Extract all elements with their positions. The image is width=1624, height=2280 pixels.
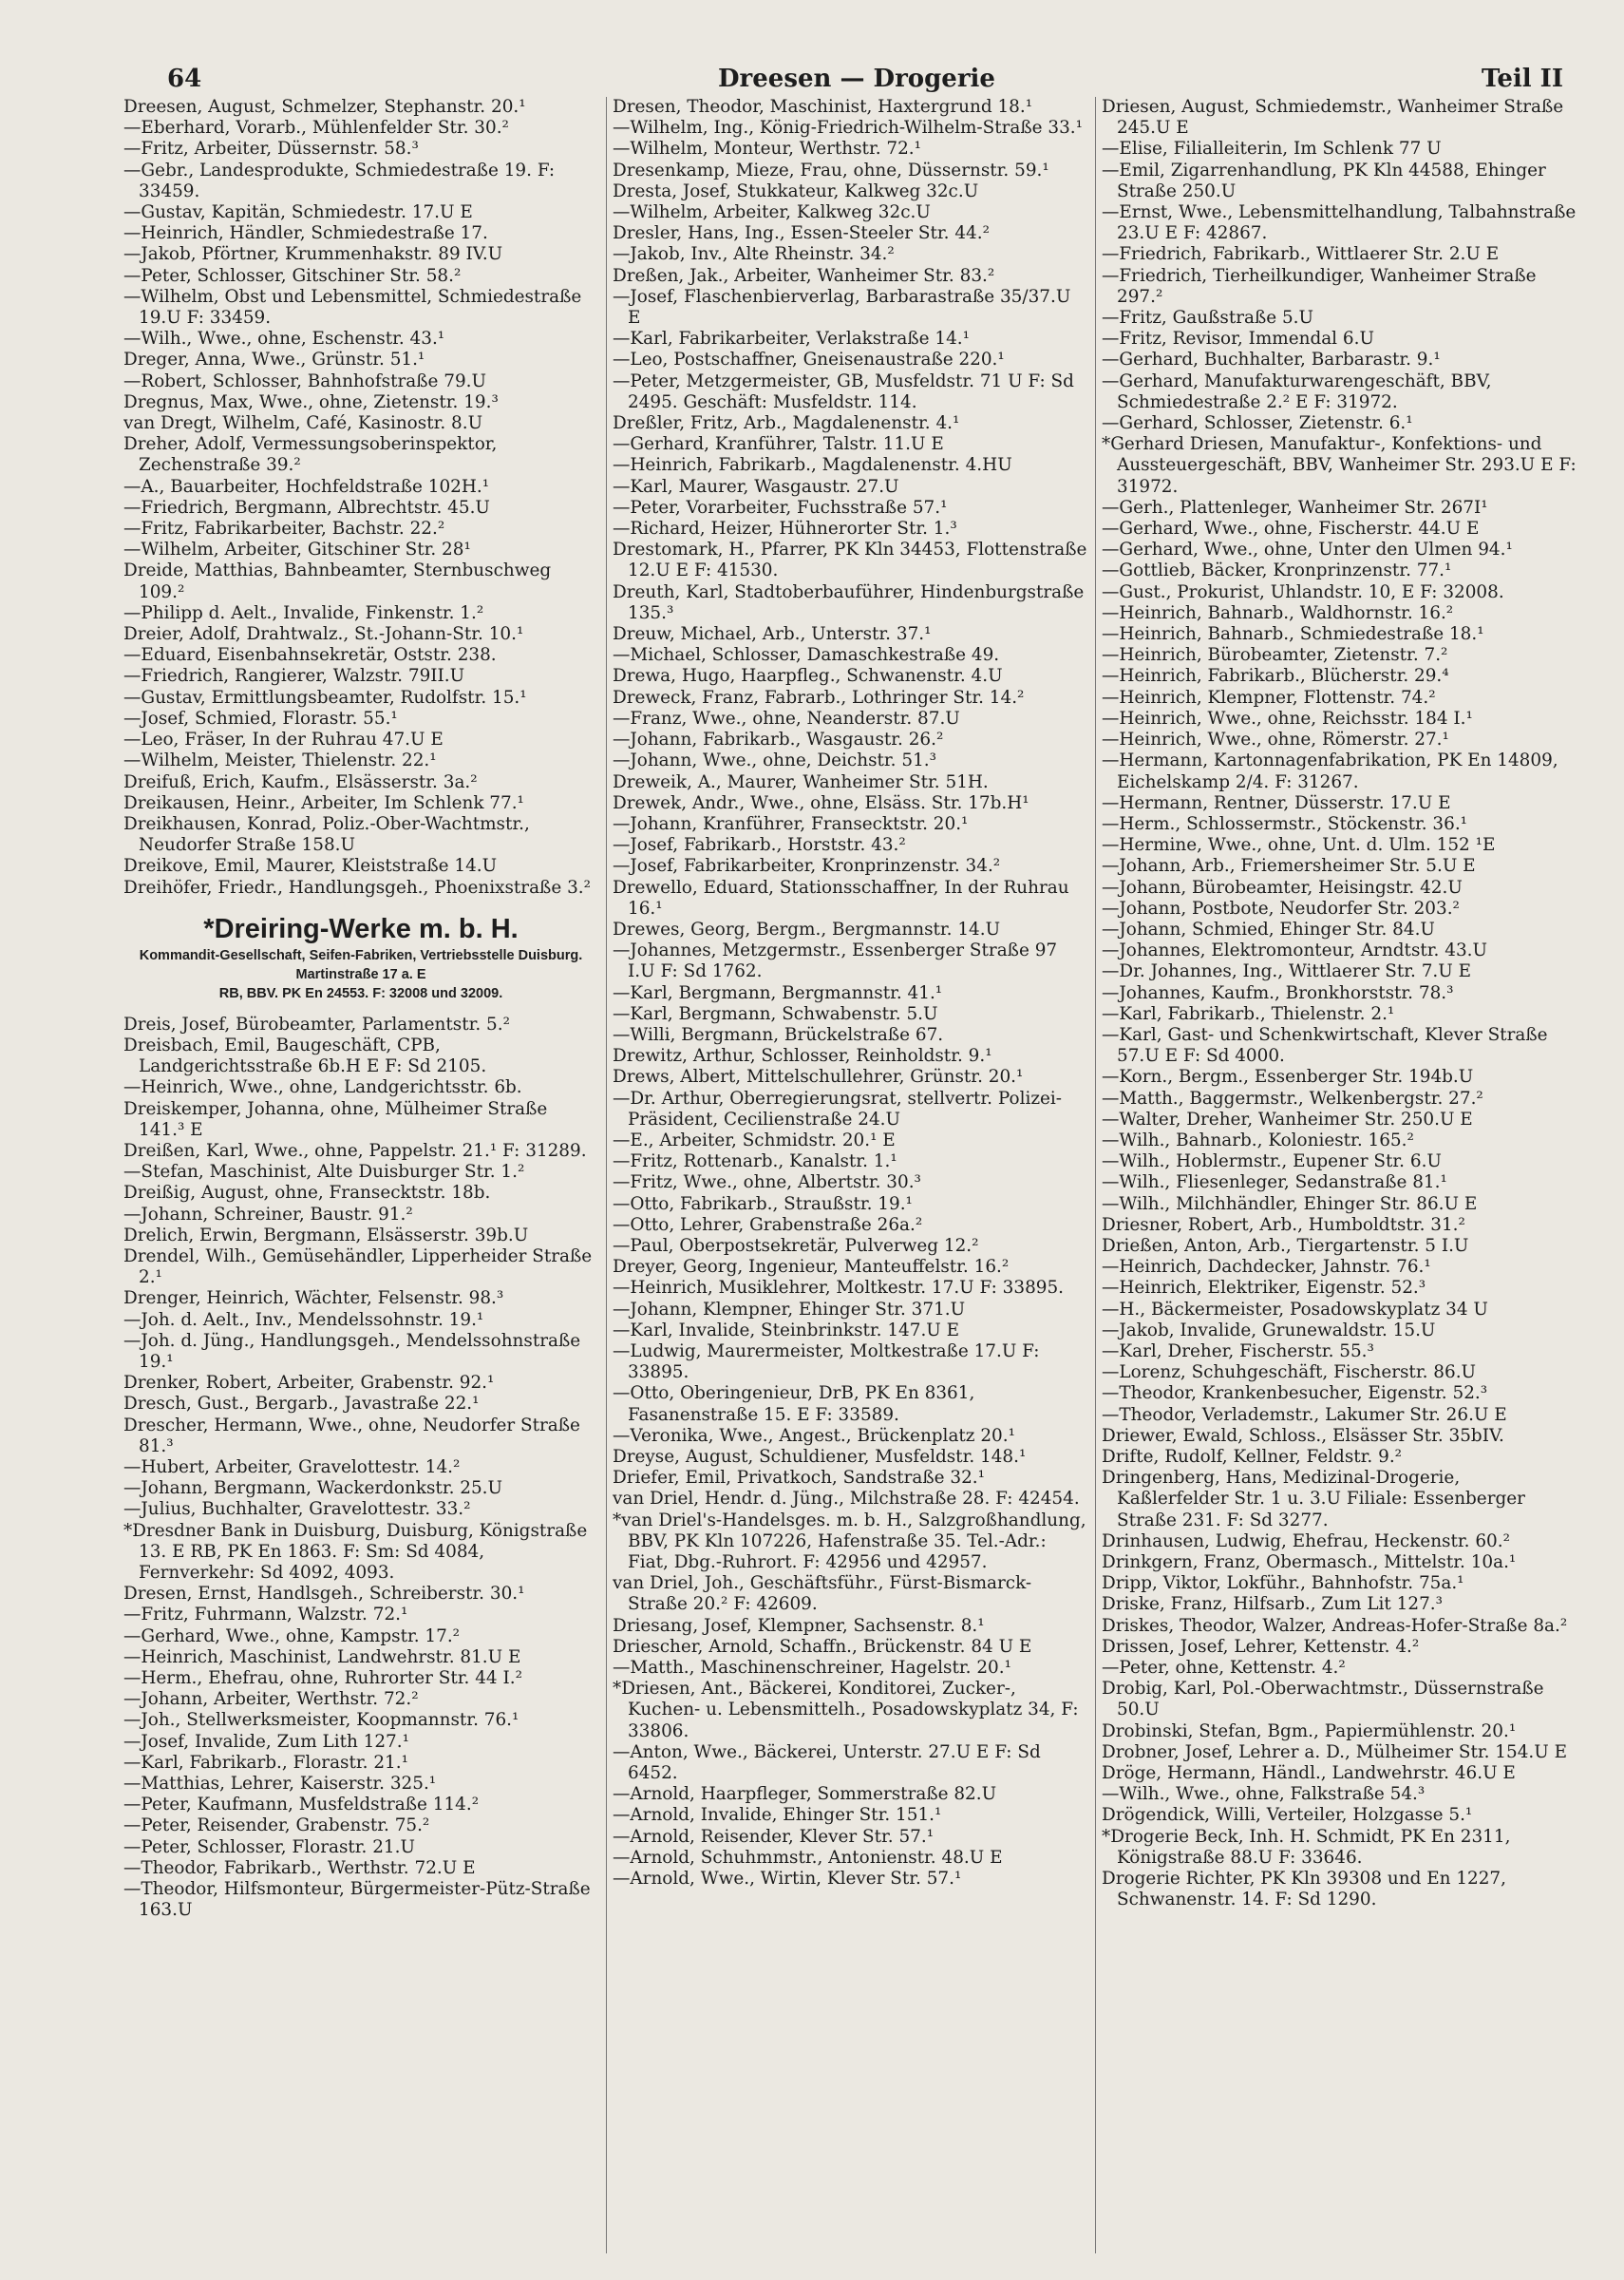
directory-entry: —Heinrich, Händler, Schmiedestraße 17. bbox=[123, 223, 488, 244]
directory-entry: —Josef, Flaschenbierverlag, Barbarastraße 35/37.U E bbox=[613, 286, 1071, 329]
directory-entry: —Paul, Oberpostsekretär, Pulverweg 12.² bbox=[613, 1235, 979, 1256]
directory-entry: —Josef, Fabrikarb., Horststr. 43.² bbox=[613, 835, 906, 856]
directory-entry: van Dregt, Wilhelm, Café, Kasinostr. 8.U bbox=[123, 413, 483, 434]
directory-entry: —Ludwig, Maurermeister, Moltkestraße 17.U F: 33895. bbox=[613, 1340, 1040, 1383]
running-title: Dreesen — Drogerie bbox=[718, 65, 995, 93]
directory-entry: —Peter, Schlosser, Florastr. 21.U bbox=[123, 1836, 415, 1857]
directory-entry: Dreikausen, Heinr., Arbeiter, Im Schlenk 77.¹ bbox=[123, 792, 524, 813]
directory-entry: —Hermann, Kartonnagenfabrikation, PK En 14809, Eichelskamp 2/4. F: 31267. bbox=[1102, 750, 1558, 792]
entry-list bbox=[613, 97, 1087, 1890]
directory-entry: —Wilh., Wwe., ohne, Falkstraße 54.³ bbox=[1102, 1784, 1426, 1805]
directory-entry: —A., Bauarbeiter, Hochfeldstraße 102H.¹ bbox=[123, 476, 490, 497]
directory-entry: —Gerhard, Schlosser, Zietenstr. 6.¹ bbox=[1102, 413, 1413, 434]
directory-entry: —Robert, Schlosser, Bahnhofstraße 79.U bbox=[123, 370, 486, 391]
section-label: Teil II bbox=[1481, 65, 1563, 93]
directory-entry: Dringenberg, Hans, Medizinal-Drogerie, Kaßlerfelder Str. 1 u. 3.U Filiale: Essenberger Straße 231. F: Sd 3277. bbox=[1102, 1468, 1525, 1530]
directory-entry: —Heinrich, Wwe., ohne, Landgerichtsstr. 6b. bbox=[123, 1077, 522, 1098]
directory-entry: —Fritz, Gaußstraße 5.U bbox=[1102, 308, 1314, 329]
directory-entry: —Johann, Kranführer, Fransecktstr. 20.¹ bbox=[613, 813, 969, 834]
directory-entry: —Wilh., Hoblermstr., Eupener Str. 6.U bbox=[1102, 1151, 1442, 1172]
directory-entry: —Johannes, Elektromonteur, Arndtstr. 43.U bbox=[1102, 940, 1487, 961]
directory-entry: —Karl, Maurer, Wasgaustr. 27.U bbox=[613, 476, 899, 497]
directory-entry: Driefer, Emil, Privatkoch, Sandstraße 32.¹ bbox=[613, 1468, 986, 1489]
directory-entry: —Wilh., Milchhändler, Ehinger Str. 86.U E bbox=[1102, 1193, 1478, 1214]
directory-entry: —Fritz, Arbeiter, Düssernstr. 58.³ bbox=[123, 139, 419, 160]
directory-entry: —Gerhard, Kranführer, Talstr. 11.U E bbox=[613, 434, 944, 455]
directory-entry: Dreweck, Franz, Fabrarb., Lothringer Str. 14.² bbox=[613, 687, 1025, 708]
directory-entry: —Theodor, Hilfsmonteur, Bürgermeister-Pütz-Straße 163.U bbox=[123, 1879, 591, 1921]
directory-entry: Driescher, Arnold, Schaffn., Brückenstr. 84 U E bbox=[613, 1636, 1032, 1657]
directory-entry: Drendel, Wilh., Gemüsehändler, Lipperheider Straße 2.¹ bbox=[123, 1245, 593, 1288]
directory-entry: —Otto, Oberingenieur, DrB, PK En 8361, Fasanenstraße 15. E F: 33589. bbox=[613, 1383, 975, 1425]
column-divider bbox=[1095, 97, 1096, 2253]
directory-entry: —Peter, ohne, Kettenstr. 4.² bbox=[1102, 1658, 1346, 1679]
company-advertisement bbox=[123, 912, 598, 1003]
column-1 bbox=[123, 97, 598, 2272]
directory-entry: Dreihöfer, Friedr., Handlungsgeh., Phoenixstraße 3.² bbox=[123, 877, 591, 898]
directory-entry: —Johann, Arbeiter, Werthstr. 72.² bbox=[123, 1689, 419, 1710]
directory-entry: Drinhausen, Ludwig, Ehefrau, Heckenstr. 60.² bbox=[1102, 1530, 1510, 1551]
directory-entry: —Friedrich, Fabrikarb., Wittlaerer Str. 2.U E bbox=[1102, 244, 1500, 265]
directory-entry: —Johann, Schreiner, Baustr. 91.² bbox=[123, 1204, 413, 1225]
directory-entry: —Leo, Fräser, In der Ruhrau 47.U E bbox=[123, 730, 444, 750]
directory-entry: —Karl, Fabrikarbeiter, Verlakstraße 14.¹ bbox=[613, 329, 971, 350]
directory-entry: Dreikove, Emil, Maurer, Kleiststraße 14.U bbox=[123, 856, 498, 877]
directory-entry: —Gebr., Landesprodukte, Schmiedestraße 19. F: 33459. bbox=[123, 160, 556, 201]
directory-entry: —Peter, Vorarbeiter, Fuchsstraße 57.¹ bbox=[613, 497, 948, 518]
directory-entry: Dresen, Theodor, Maschinist, Haxtergrund 18.¹ bbox=[613, 97, 1033, 117]
directory-entry: —Wilhelm, Monteur, Werthstr. 72.¹ bbox=[613, 139, 922, 160]
page-number: 64 bbox=[167, 65, 202, 93]
directory-entry: —Veronika, Wwe., Angest., Brückenplatz 20.¹ bbox=[613, 1425, 1015, 1446]
directory-entry: —Fritz, Revisor, Immendal 6.U bbox=[1102, 329, 1374, 350]
directory-entry: Driske, Franz, Hilfsarb., Zum Lit 127.³ bbox=[1102, 1594, 1443, 1615]
directory-entry: —Leo, Postschaffner, Gneisenaustraße 220.¹ bbox=[613, 350, 1005, 370]
directory-entry: —Gerhard, Wwe., ohne, Kampstr. 17.² bbox=[123, 1625, 461, 1646]
directory-entry: —Peter, Reisender, Grabenstr. 75.² bbox=[123, 1815, 430, 1836]
directory-entry: —Walter, Dreher, Wanheimer Str. 250.U E bbox=[1102, 1109, 1473, 1130]
directory-entry: —Karl, Gast- und Schenkwirtschaft, Klever Straße 57.U E F: Sd 4000. bbox=[1102, 1024, 1548, 1067]
directory-entry: Dreisbach, Emil, Baugeschäft, CPB, Landgerichtsstraße 6b.H E F: Sd 2105. bbox=[123, 1035, 487, 1077]
directory-entry: Drewa, Hugo, Haarpfleg., Schwanenstr. 4.U bbox=[613, 666, 1003, 687]
directory-entry: —Johann, Klempner, Ehinger Str. 371.U bbox=[613, 1299, 966, 1320]
directory-entry: —Franz, Wwe., ohne, Neanderstr. 87.U bbox=[613, 708, 960, 729]
directory-entry: —Arnold, Reisender, Klever Str. 57.¹ bbox=[613, 1826, 935, 1847]
directory-entry: —Wilh., Wwe., ohne, Eschenstr. 43.¹ bbox=[123, 329, 445, 350]
directory-entry: —Peter, Kaufmann, Musfeldstraße 114.² bbox=[123, 1795, 480, 1815]
directory-entry: —Gust., Prokurist, Uhlandstr. 10, E F: 32008. bbox=[1102, 581, 1504, 602]
directory-entry: —Theodor, Verlademstr., Lakumer Str. 26.U E bbox=[1102, 1404, 1507, 1425]
directory-entry: —Matth., Maschinenschreiner, Hagelstr. 20.¹ bbox=[613, 1658, 1011, 1679]
directory-entry: —Hermann, Rentner, Düsserstr. 17.U E bbox=[1102, 792, 1451, 813]
directory-entry: —Matth., Baggermstr., Welkenbergstr. 27.² bbox=[1102, 1088, 1483, 1109]
directory-entry: —Theodor, Fabrikarb., Werthstr. 72.U E bbox=[123, 1857, 476, 1878]
directory-entry: *Drogerie Beck, Inh. H. Schmidt, PK En 2311, Königstraße 88.U F: 33646. bbox=[1102, 1826, 1511, 1868]
directory-entry: Drogerie Richter, PK Kln 39308 und En 1227, Schwanenstr. 14. F: Sd 1290. bbox=[1102, 1869, 1506, 1910]
directory-entry: Drobner, Josef, Lehrer a. D., Mülheimer Str. 154.U E bbox=[1102, 1741, 1568, 1762]
directory-entry: Drewitz, Arthur, Schlosser, Reinholdstr. 9.¹ bbox=[613, 1046, 992, 1067]
directory-entry: Dreyer, Georg, Ingenieur, Manteuffelstr. 16.² bbox=[613, 1257, 1010, 1278]
directory-entry: —Karl, Invalide, Steinbrinkstr. 147.U E bbox=[613, 1320, 960, 1340]
directory-entry: —Heinrich, Bahnarb., Schmiedestraße 18.¹ bbox=[1102, 624, 1484, 645]
directory-entry: —Anton, Wwe., Bäckerei, Unterstr. 27.U E F: Sd 6452. bbox=[613, 1741, 1041, 1784]
directory-entry: —Eduard, Eisenbahnsekretär, Oststr. 238. bbox=[123, 645, 497, 666]
directory-entry: Dreißig, August, ohne, Fransecktstr. 18b. bbox=[123, 1183, 491, 1204]
directory-entry: *van Driel's-Handelsges. m. b. H., Salzgroßhandlung, BBV, PK Kln 107226, Hafenstraße 35. Tel.-Adr.: Fiat, Dbg.-Ruhrort. F: 42956 und 42957. bbox=[613, 1510, 1086, 1573]
column-3 bbox=[1102, 97, 1577, 2272]
directory-entry: *Driesen, Ant., Bäckerei, Konditorei, Zucker-, Kuchen- u. Lebensmittelh., Posadowskyplatz 34, F: 33806. bbox=[613, 1679, 1079, 1741]
directory-entry: —Arnold, Wwe., Wirtin, Klever Str. 57.¹ bbox=[613, 1869, 962, 1890]
directory-entry: Dresler, Hans, Ing., Essen-Steeler Str. 44.² bbox=[613, 223, 990, 244]
directory-entry: —Theodor, Krankenbesucher, Eigenstr. 52.³ bbox=[1102, 1383, 1488, 1404]
directory-entry: Drifte, Rudolf, Kellner, Feldstr. 9.² bbox=[1102, 1447, 1403, 1467]
directory-entry: —Jakob, Inv., Alte Rheinstr. 34.² bbox=[613, 244, 895, 265]
directory-entry: Dresen, Ernst, Handlsgeh., Schreiberstr. 30.¹ bbox=[123, 1584, 525, 1605]
directory-entry: van Driel, Joh., Geschäftsführ., Fürst-Bismarck-Straße 20.² F: 42609. bbox=[613, 1573, 1032, 1615]
directory-entry: —Karl, Fabrikarb., Thielenstr. 2.¹ bbox=[1102, 1003, 1395, 1024]
directory-entry: —Gustav, Kapitän, Schmiedestr. 17.U E bbox=[123, 202, 473, 223]
directory-entry: —Emil, Zigarrenhandlung, PK Kln 44588, Ehinger Straße 250.U bbox=[1102, 160, 1546, 201]
column-2 bbox=[613, 97, 1087, 2272]
directory-entry: —Wilhelm, Obst und Lebensmittel, Schmiedestraße 19.U F: 33459. bbox=[123, 286, 582, 329]
directory-entry: —Otto, Fabrikarb., Straußstr. 19.¹ bbox=[613, 1193, 913, 1214]
directory-entry: Dresenkamp, Mieze, Frau, ohne, Düssernstr. 59.¹ bbox=[613, 160, 1049, 180]
directory-entry: —Lorenz, Schuhgeschäft, Fischerstr. 86.U bbox=[1102, 1362, 1477, 1383]
directory-entry: —Johann, Postbote, Neudorfer Str. 203.² bbox=[1102, 898, 1460, 919]
directory-entry: —Johann, Fabrikarb., Wasgaustr. 26.² bbox=[613, 730, 944, 750]
directory-entry: —Fritz, Fuhrmann, Walzstr. 72.¹ bbox=[123, 1605, 408, 1625]
directory-entry: —Fritz, Rottenarb., Kanalstr. 1.¹ bbox=[613, 1151, 897, 1172]
directory-entry: —Willi, Bergmann, Brückelstraße 67. bbox=[613, 1024, 944, 1045]
directory-entry: Drewek, Andr., Wwe., ohne, Elsäss. Str. 17b.H¹ bbox=[613, 792, 1029, 813]
directory-entry: Dröge, Hermann, Händl., Landwehrstr. 46.U E bbox=[1102, 1763, 1516, 1784]
directory-entry: Dreesen, August, Schmelzer, Stephanstr. 20.¹ bbox=[123, 97, 526, 117]
directory-entry: Drenger, Heinrich, Wächter, Felsenstr. 98.³ bbox=[123, 1288, 504, 1309]
directory-entry: —Wilhelm, Ing., König-Friedrich-Wilhelm-Straße 33.¹ bbox=[613, 118, 1084, 139]
directory-entry: Drescher, Hermann, Wwe., ohne, Neudorfer Straße 81.³ bbox=[123, 1415, 580, 1456]
directory-entry: Dreuw, Michael, Arb., Unterstr. 37.¹ bbox=[613, 624, 932, 645]
directory-entry: —Heinrich, Klempner, Flottenstr. 74.² bbox=[1102, 687, 1436, 708]
directory-entry: Dreifuß, Erich, Kaufm., Elsässerstr. 3a.² bbox=[123, 771, 478, 792]
directory-entry: Drobinski, Stefan, Bgm., Papiermühlenstr. 20.¹ bbox=[1102, 1720, 1517, 1741]
directory-entry: —Heinrich, Fabrikarb., Magdalenenstr. 4.HU bbox=[613, 455, 1012, 476]
directory-entry: —Friedrich, Rangierer, Walzstr. 79II.U bbox=[123, 666, 465, 687]
directory-entry: —Eberhard, Vorarb., Mühlenfelder Str. 30.² bbox=[123, 118, 509, 139]
directory-entry: —Gerhard, Wwe., ohne, Unter den Ulmen 94.¹ bbox=[1102, 540, 1513, 560]
directory-entry: Dreyse, August, Schuldiener, Musfeldstr. 148.¹ bbox=[613, 1447, 1027, 1467]
directory-entry: —Johannes, Metzgermstr., Essenberger Straße 97 I.U F: Sd 1762. bbox=[613, 940, 1058, 982]
ad-title: *Dreiring-Werke m. b. H. bbox=[203, 913, 519, 944]
directory-entry: —Dr. Arthur, Oberregierungsrat, stellvertr. Polizei-Präsident, Cecilienstraße 24.U bbox=[613, 1088, 1062, 1130]
directory-entry: Drenker, Robert, Arbeiter, Grabenstr. 92.¹ bbox=[123, 1373, 495, 1394]
directory-entry: —Josef, Schmied, Florastr. 55.¹ bbox=[123, 708, 398, 729]
directory-entry: —Arnold, Schuhmmstr., Antonienstr. 48.U E bbox=[613, 1847, 1003, 1868]
directory-entry: —Johann, Schmied, Ehinger Str. 84.U bbox=[1102, 919, 1435, 940]
directory-entry: —Karl, Bergmann, Bergmannstr. 41.¹ bbox=[613, 982, 943, 1003]
directory-entry: —Wilh., Bahnarb., Koloniestr. 165.² bbox=[1102, 1130, 1414, 1150]
directory-entry: Dreier, Adolf, Drahtwalz., St.-Johann-Str. 10.¹ bbox=[123, 624, 524, 645]
directory-entry: —Dr. Johannes, Ing., Wittlaerer Str. 7.U E bbox=[1102, 961, 1472, 982]
directory-entry: Drelich, Erwin, Bergmann, Elsässerstr. 39b.U bbox=[123, 1225, 529, 1245]
directory-entry: —Heinrich, Wwe., ohne, Römerstr. 27.¹ bbox=[1102, 730, 1449, 750]
directory-entry: Dreide, Matthias, Bahnbeamter, Sternbuschweg 109.² bbox=[123, 560, 552, 602]
directory-entry: Dregnus, Max, Wwe., ohne, Zietenstr. 19.³ bbox=[123, 391, 499, 412]
directory-entry: —H., Bäckermeister, Posadowskyplatz 34 U bbox=[1102, 1299, 1488, 1320]
directory-entry: —Heinrich, Maschinist, Landwehrstr. 81.U E bbox=[123, 1646, 521, 1667]
directory-entry: Driesner, Robert, Arb., Humboldtstr. 31.² bbox=[1102, 1214, 1465, 1235]
directory-entry: —Gerhard, Manufakturwarengeschäft, BBV, Schmiedestraße 2.² E F: 31972. bbox=[1102, 370, 1492, 412]
directory-entry: Drießen, Anton, Arb., Tiergartenstr. 5 I.U bbox=[1102, 1235, 1469, 1256]
directory-entry: Dreikhausen, Konrad, Poliz.-Ober-Wachtmstr., Neudorfer Straße 158.U bbox=[123, 813, 530, 856]
directory-entry: Dresta, Josef, Stukkateur, Kalkweg 32c.U bbox=[613, 180, 979, 201]
directory-entry: —Josef, Invalide, Zum Lith 127.¹ bbox=[123, 1731, 409, 1752]
directory-entry: —Friedrich, Bergmann, Albrechtstr. 45.U bbox=[123, 497, 490, 518]
directory-entry: Dreger, Anna, Wwe., Grünstr. 51.¹ bbox=[123, 350, 425, 370]
directory-entry: —Johann, Wwe., ohne, Deichstr. 51.³ bbox=[613, 750, 936, 771]
directory-entry: —Gerh., Plattenleger, Wanheimer Str. 267I¹ bbox=[1102, 497, 1488, 518]
column-divider bbox=[606, 97, 607, 2253]
directory-entry: Driewer, Ewald, Schloss., Elsässer Str. 35bIV. bbox=[1102, 1425, 1504, 1446]
directory-entry: —Wilhelm, Arbeiter, Kalkweg 32c.U bbox=[613, 202, 931, 223]
directory-entry: —Karl, Fabrikarb., Florastr. 21.¹ bbox=[123, 1752, 408, 1773]
directory-entry: —Otto, Lehrer, Grabenstraße 26a.² bbox=[613, 1214, 923, 1235]
directory-entry: —Johann, Bürobeamter, Heisingstr. 42.U bbox=[1102, 877, 1463, 898]
directory-entry: Drögendick, Willi, Verteiler, Holzgasse 5.¹ bbox=[1102, 1805, 1473, 1826]
directory-entry: Drinkgern, Franz, Obermasch., Mittelstr. 10a.¹ bbox=[1102, 1552, 1517, 1573]
directory-entry: —Peter, Metzgermeister, GB, Musfeldstr. 71 U F: Sd 2495. Geschäft: Musfeldstr. 114. bbox=[613, 370, 1074, 412]
directory-entry: —Heinrich, Musiklehrer, Moltkestr. 17.U F: 33895. bbox=[613, 1278, 1065, 1299]
directory-entry: —Johann, Arb., Friemersheimer Str. 5.U E bbox=[1102, 856, 1476, 877]
directory-entry: —Heinrich, Dachdecker, Jahnstr. 76.¹ bbox=[1102, 1257, 1431, 1278]
directory-entry: —Gottlieb, Bäcker, Kronprinzenstr. 77.¹ bbox=[1102, 560, 1452, 581]
directory-entry: Drissen, Josef, Lehrer, Kettenstr. 4.² bbox=[1102, 1636, 1420, 1657]
directory-entry: —Fritz, Wwe., ohne, Albertstr. 30.³ bbox=[613, 1172, 921, 1193]
directory-entry: —Ernst, Wwe., Lebensmittelhandlung, Talbahnstraße 23.U E F: 42867. bbox=[1102, 202, 1577, 244]
directory-entry: —Matthias, Lehrer, Kaiserstr. 325.¹ bbox=[123, 1774, 437, 1795]
entry-list bbox=[1102, 97, 1577, 1910]
directory-entry: —Wilhelm, Arbeiter, Gitschiner Str. 28¹ bbox=[123, 540, 471, 560]
directory-entry: Drewello, Eduard, Stationsschaffner, In der Ruhrau 16.¹ bbox=[613, 877, 1069, 919]
directory-entry: Drewes, Georg, Bergm., Bergmannstr. 14.U bbox=[613, 919, 1001, 940]
directory-entry: Driesen, August, Schmiedemstr., Wanheimer Straße 245.U E bbox=[1102, 97, 1564, 139]
directory-entry: Dreweik, A., Maurer, Wanheimer Str. 51H. bbox=[613, 771, 989, 792]
directory-entry: *Gerhard Driesen, Manufaktur-, Konfektions- und Aussteuergeschäft, BBV, Wanheimer Str. 293.U E F: 31972. bbox=[1102, 434, 1577, 497]
directory-entry: Dreuth, Karl, Stadtoberbauführer, Hindenburgstraße 135.³ bbox=[613, 581, 1085, 623]
directory-entry: —E., Arbeiter, Schmidstr. 20.¹ E bbox=[613, 1130, 896, 1150]
directory-entry: Drestomark, H., Pfarrer, PK Kln 34453, Flottenstraße 12.U E F: 41530. bbox=[613, 540, 1087, 581]
directory-entry: Dreißen, Karl, Wwe., ohne, Pappelstr. 21.¹ F: 31289. bbox=[123, 1140, 587, 1161]
directory-entry: —Wilhelm, Meister, Thielenstr. 22.¹ bbox=[123, 750, 437, 771]
directory-entry: —Johann, Bergmann, Wackerdonkstr. 25.U bbox=[123, 1478, 503, 1499]
directory-entry: —Herm., Ehefrau, ohne, Ruhrorter Str. 44 I.² bbox=[123, 1668, 522, 1689]
directory-entry: —Korn., Bergm., Essenberger Str. 194b.U bbox=[1102, 1067, 1474, 1088]
directory-entry: —Gerhard, Wwe., ohne, Fischerstr. 44.U E bbox=[1102, 519, 1480, 540]
directory-entry: —Johannes, Kaufm., Bronkhorststr. 78.³ bbox=[1102, 982, 1454, 1003]
ad-line: RB, BBV. PK En 24553. F: 32008 und 32009. bbox=[218, 985, 503, 1001]
directory-entry: —Herm., Schlossermstr., Stöckenstr. 36.¹ bbox=[1102, 813, 1468, 834]
directory-entry: —Jakob, Pförtner, Krummenhakstr. 89 IV.U bbox=[123, 244, 503, 265]
ad-line: Kommandit-Gesellschaft, Seifen-Fabriken, Vertriebsstelle Duisburg. Martinstraße 17 a. E bbox=[139, 947, 583, 982]
directory-entry: Driesang, Josef, Klempner, Sachsenstr. 8.¹ bbox=[613, 1615, 985, 1636]
directory-entry: —Heinrich, Fabrikarb., Blücherstr. 29.⁴ bbox=[1102, 666, 1449, 687]
directory-entry: —Stefan, Maschinist, Alte Duisburger Str. 1.² bbox=[123, 1162, 525, 1183]
entry-list bbox=[123, 97, 598, 899]
directory-entry: Dreher, Adolf, Vermessungsoberinspektor, Zechenstraße 39.² bbox=[123, 434, 498, 476]
page-header bbox=[167, 65, 1563, 97]
directory-entry: —Joh. d. Jüng., Handlungsgeh., Mendelssohnstraße 19.¹ bbox=[123, 1330, 581, 1372]
directory-entry: —Heinrich, Wwe., ohne, Reichsstr. 184 I.¹ bbox=[1102, 708, 1473, 729]
directory-entry: —Fritz, Fabrikarbeiter, Bachstr. 22.² bbox=[123, 519, 445, 540]
directory-entry: —Gustav, Ermittlungsbeamter, Rudolfstr. 15.¹ bbox=[123, 687, 527, 708]
directory-entry: —Karl, Dreher, Fischerstr. 55.³ bbox=[1102, 1340, 1374, 1361]
directory-entry: Dripp, Viktor, Lokführ., Bahnhofstr. 75a.¹ bbox=[1102, 1573, 1464, 1594]
directory-entry: —Karl, Bergmann, Schwabenstr. 5.U bbox=[613, 1003, 938, 1024]
directory-entry: —Gerhard, Buchhalter, Barbarastr. 9.¹ bbox=[1102, 350, 1441, 370]
directory-entry: Drobig, Karl, Pol.-Oberwachtmstr., Düssernstraße 50.U bbox=[1102, 1679, 1544, 1720]
entry-list bbox=[123, 1015, 598, 1922]
directory-entry: —Philipp d. Aelt., Invalide, Finkenstr. 1.² bbox=[123, 602, 484, 623]
directory-entry: Dreiskemper, Johanna, ohne, Mülheimer Straße 141.³ E bbox=[123, 1098, 548, 1140]
directory-entry: —Joh. d. Aelt., Inv., Mendelssohnstr. 19.¹ bbox=[123, 1309, 484, 1330]
directory-entry: —Hermine, Wwe., ohne, Unt. d. Ulm. 152 ¹E bbox=[1102, 835, 1496, 856]
directory-entry: —Friedrich, Tierheilkundiger, Wanheimer Straße 297.² bbox=[1102, 265, 1537, 307]
directory-entry: —Elise, Filialleiterin, Im Schlenk 77 U bbox=[1102, 139, 1442, 160]
directory-entry: —Hubert, Arbeiter, Gravelottestr. 14.² bbox=[123, 1456, 461, 1477]
directory-entry: —Richard, Heizer, Hühnerorter Str. 1.³ bbox=[613, 519, 957, 540]
directory-entry: —Peter, Schlosser, Gitschiner Str. 58.² bbox=[123, 265, 462, 286]
directory-entry: —Heinrich, Elektriker, Eigenstr. 52.³ bbox=[1102, 1278, 1426, 1299]
directory-entry: —Arnold, Invalide, Ehinger Str. 151.¹ bbox=[613, 1805, 942, 1826]
directory-entry: Drews, Albert, Mittelschullehrer, Grünstr. 20.¹ bbox=[613, 1067, 1024, 1088]
directory-entry: —Joh., Stellwerksmeister, Koopmannstr. 76.¹ bbox=[123, 1710, 519, 1731]
directory-entry: —Heinrich, Bahnarb., Waldhornstr. 16.² bbox=[1102, 602, 1454, 623]
directory-entry: —Julius, Buchhalter, Gravelottestr. 33.² bbox=[123, 1499, 471, 1520]
directory-entry: —Michael, Schlosser, Damaschkestraße 49. bbox=[613, 645, 1000, 666]
directory-entry: Dreßler, Fritz, Arb., Magdalenenstr. 4.¹ bbox=[613, 413, 960, 434]
directory-entry: Dresch, Gust., Bergarb., Javastraße 22.¹ bbox=[123, 1394, 480, 1415]
directory-entry: —Josef, Fabrikarbeiter, Kronprinzenstr. 34.² bbox=[613, 856, 1001, 877]
directory-entry: —Heinrich, Bürobeamter, Zietenstr. 7.² bbox=[1102, 645, 1448, 666]
directory-entry: Driskes, Theodor, Walzer, Andreas-Hofer-Straße 8a.² bbox=[1102, 1615, 1568, 1636]
directory-entry: —Jakob, Invalide, Grunewaldstr. 15.U bbox=[1102, 1320, 1436, 1340]
directory-entry: —Wilh., Fliesenleger, Sedanstraße 81.¹ bbox=[1102, 1172, 1447, 1193]
directory-entry: Dreßen, Jak., Arbeiter, Wanheimer Str. 83.² bbox=[613, 265, 995, 286]
directory-entry: van Driel, Hendr. d. Jüng., Milchstraße 28. F: 42454. bbox=[613, 1489, 1080, 1510]
directory-entry: Dreis, Josef, Bürobeamter, Parlamentstr. 5.² bbox=[123, 1014, 510, 1035]
directory-entry: *Dresdner Bank in Duisburg, Duisburg, Königstraße 13. E RB, PK En 1863. F: Sm: Sd 4084, Fernverkehr: Sd 4092, 4093. bbox=[123, 1520, 588, 1583]
directory-entry: —Arnold, Haarpfleger, Sommerstraße 82.U bbox=[613, 1784, 997, 1805]
